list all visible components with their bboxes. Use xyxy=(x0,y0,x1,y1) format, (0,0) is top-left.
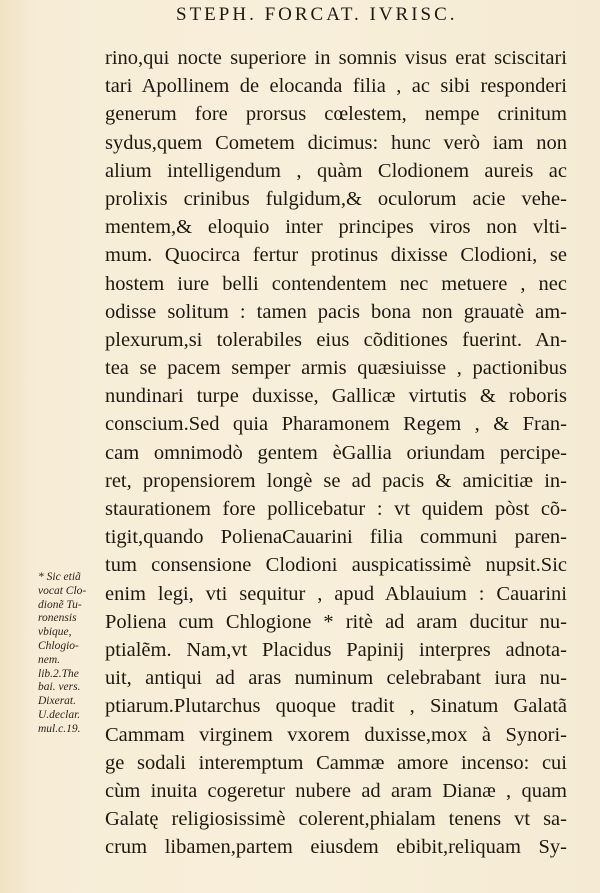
text-line: alium intelligendum , quàm Clodionem aureis ac xyxy=(105,159,567,182)
text-line: cùm inuita cogeretur nubere ad aram Dianæ , quam xyxy=(105,779,567,802)
text-line: Cammam virginem vxorem duxisse,mox à Synori- xyxy=(105,723,567,746)
margin-note: Dixerat. xyxy=(38,695,77,708)
text-line: mentem,& eloquio inter principes viros non vlti- xyxy=(105,216,567,239)
text-line: sydus,quem Cometem dicimus: hunc verò iam non xyxy=(105,131,567,154)
margin-note: mul.c.19. xyxy=(38,722,81,735)
text-line: uit, antiqui ad aras numinum celebrabant iura nu- xyxy=(105,667,567,690)
marginal-notes xyxy=(38,571,106,737)
margin-note: nem. xyxy=(38,653,61,666)
text-line: odisse solitum : tamen pacis bona non grauatè am- xyxy=(105,300,567,323)
margin-note: dionẽ Tu- xyxy=(38,598,82,611)
text-line: cam omnimodò gentem èGallia oriundam percipe- xyxy=(105,441,567,464)
text-line: rino,qui nocte superiore in somnis visus erat sciscitari xyxy=(105,47,567,69)
text-line: staurationem fore pollicebatur : vt quidem pòst cõ- xyxy=(105,498,567,520)
running-header: STEPH. FORCAT. IVRISC. xyxy=(176,4,458,25)
margin-note: * Sic etiã xyxy=(38,571,81,583)
text-line: tum consensione Clodioni auspicatissimè nupsit.Sic xyxy=(105,554,567,577)
text-line: conscium.Sed quia Pharamonem Regem , & Fran- xyxy=(105,413,567,436)
text-line: generum fore prorsus cœlestem, nempe crinitum xyxy=(105,103,567,126)
margin-note: vbique, xyxy=(38,626,72,639)
text-line: hostem iure belli contendentem nec metuere , nec xyxy=(105,272,567,295)
text-line: plexurum,si tolerabiles eius cõditiones fuerint. An- xyxy=(105,328,567,351)
text-line: mum. Quocirca fertur protinus dixisse Clodioni, se xyxy=(105,244,567,267)
main-text-block xyxy=(105,44,567,861)
margin-note: Chlogio- xyxy=(38,639,79,652)
margin-note: vocat Clo- xyxy=(38,584,87,597)
margin-note: bai. vers. xyxy=(38,681,81,694)
text-line: tea se pacem semper armis quæsiuisse , pactionibus xyxy=(105,357,567,380)
margin-note: lib.2.The xyxy=(38,667,79,680)
text-line: ptialẽm. Nam,vt Placidus Papinij interpres adnota- xyxy=(105,638,567,661)
text-line: nundinari turpe duxisse, Gallicæ virtutis & roboris xyxy=(105,385,567,408)
text-line: ret, propensiorem longè se ad pacis & amicitiæ in- xyxy=(105,469,567,492)
text-line: tigit,quando PolienaCauarini filia communi paren- xyxy=(105,526,567,549)
text-line: ge sodali interemptum Cammæ amore incenso: cui xyxy=(105,751,567,774)
text-line: Poliena cum Chlogione * ritè ad aram ducitur nu- xyxy=(105,610,567,633)
text-line: crum libamen,partem eiusdem ebibit,reliquam Sy- xyxy=(105,836,567,859)
text-line: tari Apollinem de elocanda filia , ac sibi responderi xyxy=(105,75,567,98)
margin-note: U.declar. xyxy=(38,708,81,721)
text-line: ptiarum.Plutarchus quoque tradit , Sinatum Galatã xyxy=(105,695,567,718)
margin-note: ronensis xyxy=(38,612,77,625)
text-line: Galatę religiosissimè colerent,phialam tenens vt sa- xyxy=(105,808,567,831)
text-line: enim legi, vti sequitur , apud Ablauium : Cauarini xyxy=(105,582,567,605)
text-line: prolixis crinibus fulgidum,& oculorum acie vehe- xyxy=(105,187,567,210)
